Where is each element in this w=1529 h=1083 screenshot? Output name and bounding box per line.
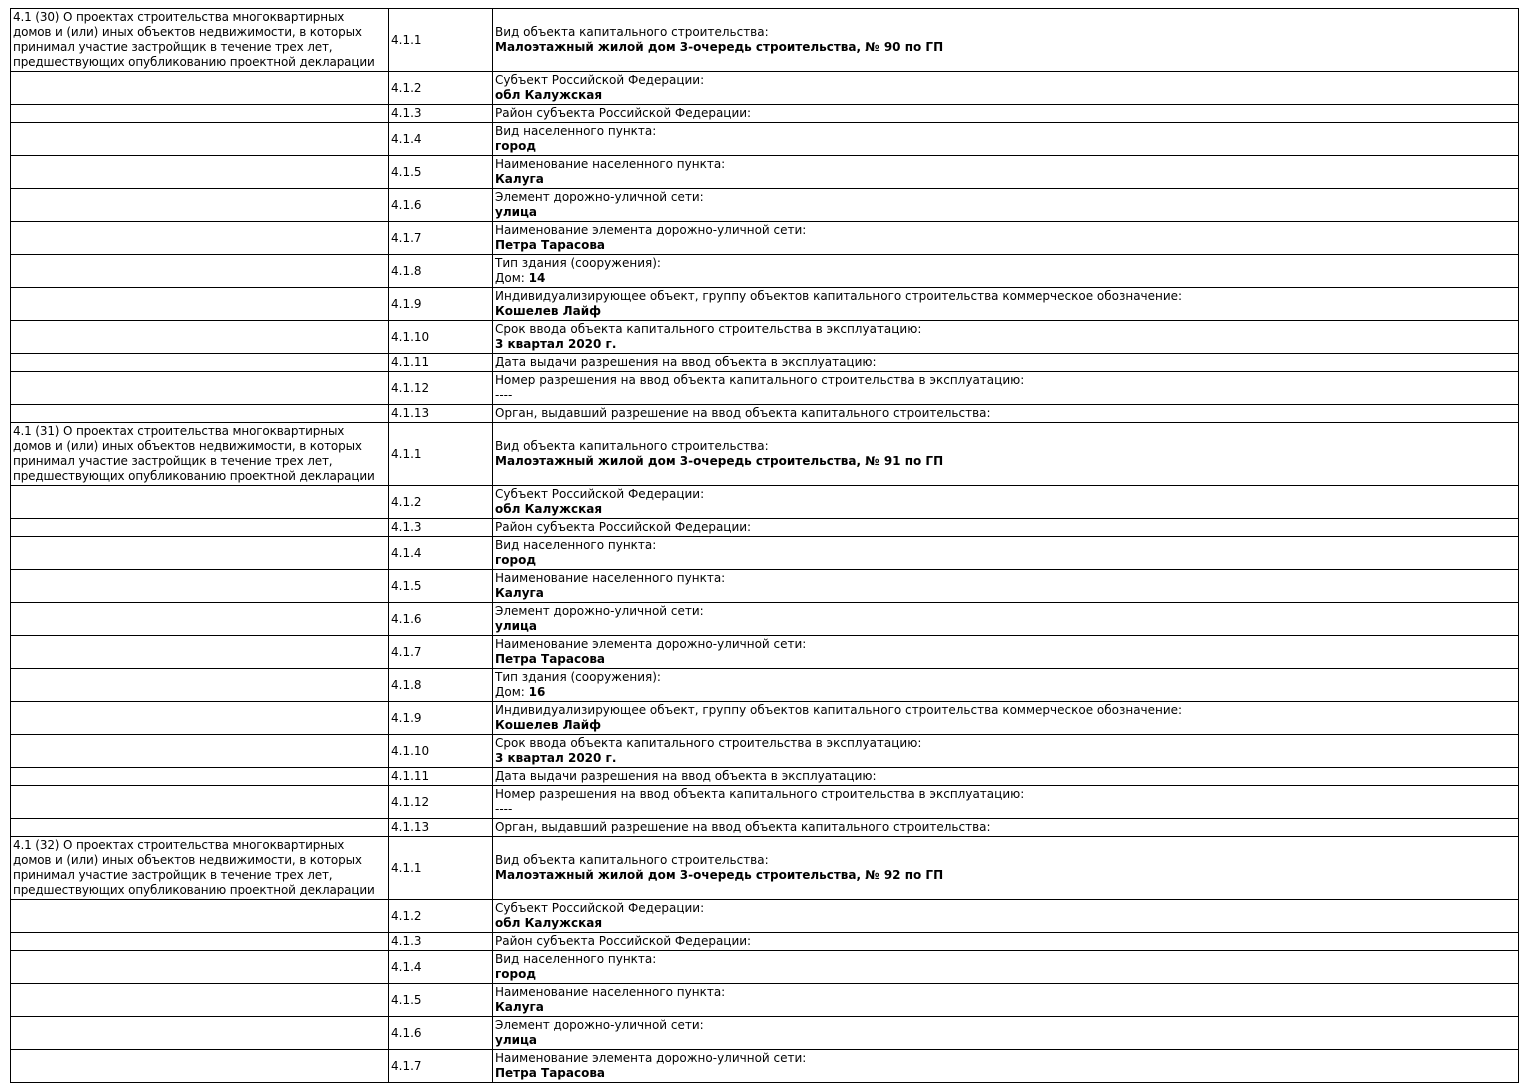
row-number-cell: [389, 1017, 493, 1050]
field-cell: [493, 768, 1519, 786]
row-number: 4.1.6: [391, 611, 422, 626]
row-number: 4.1.7: [391, 644, 422, 659]
declaration-table-body: [11, 9, 1519, 1083]
row-number-cell: [389, 636, 493, 669]
field-cell: [493, 1050, 1519, 1083]
row-number: 4.1.3: [391, 934, 422, 948]
field-cell: [493, 786, 1519, 819]
row-number-cell: [389, 9, 493, 72]
field-label: Элемент дорожно-уличной сети:: [495, 604, 704, 618]
table-row: [11, 1017, 1519, 1050]
table-row: [11, 984, 1519, 1017]
field-value: 16: [528, 685, 546, 699]
table-row: [11, 255, 1519, 288]
row-number: 4.1.1: [391, 32, 422, 47]
field-label: Индивидуализирующее объект, группу объектов капитального строительства коммерческое обозначение:: [495, 703, 1183, 717]
field-value: ----: [495, 802, 513, 816]
field-label: Наименование элемента дорожно-уличной сети:: [495, 1051, 807, 1065]
field-cell: [493, 603, 1519, 636]
section-empty-cell: [11, 786, 389, 819]
field-value-line: [495, 40, 1515, 55]
row-number: 4.1.10: [391, 743, 430, 758]
row-number-cell: [389, 222, 493, 255]
field-value-line: [495, 1066, 1515, 1081]
row-number: 4.1.8: [391, 263, 422, 278]
field-label: Наименование элемента дорожно-уличной сети:: [495, 637, 807, 651]
row-number: 4.1.2: [391, 80, 422, 95]
row-number: 4.1.11: [391, 769, 430, 783]
row-number-cell: [389, 405, 493, 423]
field-cell: [493, 105, 1519, 123]
field-label: Вид населенного пункта:: [495, 952, 657, 966]
field-label: Элемент дорожно-уличной сети:: [495, 190, 704, 204]
field-value: Петра Тарасова: [495, 238, 606, 252]
section-empty-cell: [11, 603, 389, 636]
row-number-cell: [389, 951, 493, 984]
row-number: 4.1.7: [391, 230, 422, 245]
field-value-prefix: Дом:: [495, 271, 529, 285]
field-label: Наименование элемента дорожно-уличной сети:: [495, 223, 807, 237]
field-value: город: [495, 553, 537, 567]
row-number: 4.1.5: [391, 992, 422, 1007]
field-value-line: [495, 868, 1515, 883]
field-label: Субъект Российской Федерации:: [495, 901, 705, 915]
section-empty-cell: [11, 222, 389, 255]
field-label: Наименование населенного пункта:: [495, 571, 726, 585]
field-cell: [493, 189, 1519, 222]
table-row: [11, 123, 1519, 156]
table-row: [11, 786, 1519, 819]
table-row: [11, 288, 1519, 321]
field-label: Срок ввода объекта капитального строительства в эксплуатацию:: [495, 322, 922, 336]
field-value: Петра Тарасова: [495, 1066, 606, 1080]
section-empty-cell: [11, 984, 389, 1017]
section-empty-cell: [11, 372, 389, 405]
table-row: [11, 702, 1519, 735]
field-cell: [493, 222, 1519, 255]
field-cell: [493, 288, 1519, 321]
field-label: Орган, выдавший разрешение на ввод объекта капитального строительства:: [495, 406, 991, 420]
row-number: 4.1.2: [391, 494, 422, 509]
section-empty-cell: [11, 189, 389, 222]
row-number: 4.1.1: [391, 446, 422, 461]
table-row: [11, 321, 1519, 354]
field-value-line: [495, 916, 1515, 931]
section-empty-cell: [11, 1050, 389, 1083]
row-number: 4.1.1: [391, 860, 422, 875]
row-number-cell: [389, 900, 493, 933]
field-value: обл Калужская: [495, 88, 603, 102]
field-value: город: [495, 967, 537, 981]
field-cell: [493, 9, 1519, 72]
section-empty-cell: [11, 1017, 389, 1050]
field-value: обл Калужская: [495, 502, 603, 516]
row-number-cell: [389, 189, 493, 222]
field-value: Калуга: [495, 586, 544, 600]
section-empty-cell: [11, 255, 389, 288]
field-value: 3 квартал 2020 г.: [495, 751, 617, 765]
row-number: 4.1.6: [391, 1025, 422, 1040]
field-value-line: [495, 967, 1515, 982]
row-number-cell: [389, 819, 493, 837]
row-number-cell: [389, 519, 493, 537]
table-row: [11, 570, 1519, 603]
field-cell: [493, 423, 1519, 486]
table-row: [11, 405, 1519, 423]
table-row: [11, 537, 1519, 570]
table-row: [11, 837, 1519, 900]
field-value: ----: [495, 388, 513, 402]
field-label: Район субъекта Российской Федерации:: [495, 934, 752, 948]
table-row: [11, 9, 1519, 72]
field-label: Вид объекта капитального строительства:: [495, 25, 769, 39]
section-empty-cell: [11, 933, 389, 951]
row-number-cell: [389, 105, 493, 123]
field-label: Субъект Российской Федерации:: [495, 73, 705, 87]
row-number: 4.1.3: [391, 520, 422, 534]
section-empty-cell: [11, 123, 389, 156]
field-cell: [493, 837, 1519, 900]
row-number-cell: [389, 786, 493, 819]
section-description: 4.1 (30) О проектах строительства многоквартирных домов и (или) иных объектов недвижимости, в которых принимал участие застройщик в течение трех лет, предшествующих опубликованию проектной декларации: [13, 10, 375, 69]
row-number: 4.1.3: [391, 106, 422, 120]
row-number-cell: [389, 423, 493, 486]
field-label: Индивидуализирующее объект, группу объектов капитального строительства коммерческое обозначение:: [495, 289, 1183, 303]
field-label: Наименование населенного пункта:: [495, 157, 726, 171]
field-cell: [493, 519, 1519, 537]
table-row: [11, 735, 1519, 768]
field-label: Вид объекта капитального строительства:: [495, 853, 769, 867]
field-cell: [493, 405, 1519, 423]
field-label: Дата выдачи разрешения на ввод объекта в эксплуатацию:: [495, 769, 877, 783]
section-empty-cell: [11, 570, 389, 603]
field-value: обл Калужская: [495, 916, 603, 930]
field-label: Район субъекта Российской Федерации:: [495, 106, 752, 120]
table-row: [11, 519, 1519, 537]
field-value-line: [495, 1000, 1515, 1015]
section-empty-cell: [11, 951, 389, 984]
field-value-line: [495, 1033, 1515, 1048]
row-number-cell: [389, 156, 493, 189]
field-value-line: [495, 586, 1515, 601]
row-number: 4.1.5: [391, 164, 422, 179]
row-number-cell: [389, 702, 493, 735]
section-empty-cell: [11, 405, 389, 423]
table-row: [11, 768, 1519, 786]
field-value: Калуга: [495, 172, 544, 186]
row-number: 4.1.13: [391, 406, 430, 420]
section-empty-cell: [11, 354, 389, 372]
field-label: Срок ввода объекта капитального строительства в эксплуатацию:: [495, 736, 922, 750]
row-number: 4.1.7: [391, 1058, 422, 1073]
table-row: [11, 933, 1519, 951]
section-empty-cell: [11, 702, 389, 735]
row-number-cell: [389, 537, 493, 570]
row-number: 4.1.13: [391, 820, 430, 834]
row-number-cell: [389, 288, 493, 321]
table-row: [11, 669, 1519, 702]
field-value-line: [495, 388, 1515, 403]
field-cell: [493, 951, 1519, 984]
table-row: [11, 951, 1519, 984]
field-label: Тип здания (сооружения):: [495, 256, 661, 270]
field-cell: [493, 255, 1519, 288]
field-cell: [493, 984, 1519, 1017]
field-value: Малоэтажный жилой дом 3-очередь строительства, № 91 по ГП: [495, 454, 944, 468]
row-number-cell: [389, 933, 493, 951]
field-value-line: [495, 205, 1515, 220]
section-empty-cell: [11, 900, 389, 933]
section-empty-cell: [11, 819, 389, 837]
field-cell: [493, 372, 1519, 405]
row-number-cell: [389, 123, 493, 156]
row-number-cell: [389, 372, 493, 405]
section-empty-cell: [11, 735, 389, 768]
row-number: 4.1.5: [391, 578, 422, 593]
table-row: [11, 636, 1519, 669]
field-label: Орган, выдавший разрешение на ввод объекта капитального строительства:: [495, 820, 991, 834]
row-number: 4.1.11: [391, 355, 430, 369]
section-empty-cell: [11, 636, 389, 669]
field-label: Тип здания (сооружения):: [495, 670, 661, 684]
field-value: улица: [495, 1033, 538, 1047]
section-description-cell: [11, 837, 389, 900]
field-value: улица: [495, 619, 538, 633]
field-value: Калуга: [495, 1000, 544, 1014]
table-row: [11, 372, 1519, 405]
table-row: [11, 222, 1519, 255]
field-cell: [493, 570, 1519, 603]
section-empty-cell: [11, 288, 389, 321]
field-value: 14: [528, 271, 546, 285]
field-value-line: [495, 238, 1515, 253]
field-label: Район субъекта Российской Федерации:: [495, 520, 752, 534]
section-empty-cell: [11, 72, 389, 105]
field-cell: [493, 72, 1519, 105]
field-value: улица: [495, 205, 538, 219]
row-number: 4.1.12: [391, 380, 430, 395]
field-cell: [493, 123, 1519, 156]
field-cell: [493, 354, 1519, 372]
table-row: [11, 72, 1519, 105]
table-row: [11, 603, 1519, 636]
section-description-cell: [11, 9, 389, 72]
row-number-cell: [389, 354, 493, 372]
field-cell: [493, 702, 1519, 735]
row-number-cell: [389, 72, 493, 105]
row-number-cell: [389, 768, 493, 786]
table-row: [11, 189, 1519, 222]
field-label: Наименование населенного пункта:: [495, 985, 726, 999]
section-empty-cell: [11, 156, 389, 189]
section-empty-cell: [11, 669, 389, 702]
field-label: Номер разрешения на ввод объекта капитального строительства в эксплуатацию:: [495, 373, 1025, 387]
section-empty-cell: [11, 519, 389, 537]
field-value: Кошелев Лайф: [495, 304, 602, 318]
field-cell: [493, 669, 1519, 702]
field-label: Элемент дорожно-уличной сети:: [495, 1018, 704, 1032]
field-cell: [493, 486, 1519, 519]
section-empty-cell: [11, 486, 389, 519]
row-number-cell: [389, 735, 493, 768]
field-value-line: [495, 553, 1515, 568]
field-value-line: [495, 619, 1515, 634]
section-empty-cell: [11, 537, 389, 570]
field-value-line: [495, 652, 1515, 667]
field-label: Номер разрешения на ввод объекта капитального строительства в эксплуатацию:: [495, 787, 1025, 801]
field-value: Малоэтажный жилой дом 3-очередь строительства, № 90 по ГП: [495, 40, 944, 54]
row-number: 4.1.4: [391, 545, 422, 560]
row-number-cell: [389, 669, 493, 702]
field-cell: [493, 1017, 1519, 1050]
row-number: 4.1.4: [391, 131, 422, 146]
field-cell: [493, 537, 1519, 570]
field-value-line: [495, 751, 1515, 766]
field-value-prefix: Дом:: [495, 685, 529, 699]
field-value: 3 квартал 2020 г.: [495, 337, 617, 351]
field-value-line: [495, 88, 1515, 103]
section-empty-cell: [11, 105, 389, 123]
field-value-line: [495, 802, 1515, 817]
table-row: [11, 1050, 1519, 1083]
field-value-line: [495, 139, 1515, 154]
row-number: 4.1.4: [391, 959, 422, 974]
row-number: 4.1.12: [391, 794, 430, 809]
field-label: Вид населенного пункта:: [495, 124, 657, 138]
row-number-cell: [389, 486, 493, 519]
section-description-cell: [11, 423, 389, 486]
field-value-line: [495, 718, 1515, 733]
project-declaration-table: [10, 8, 1519, 1083]
row-number-cell: [389, 984, 493, 1017]
section-empty-cell: [11, 768, 389, 786]
field-value-line: [495, 271, 1515, 286]
field-value: город: [495, 139, 537, 153]
section-description: 4.1 (31) О проектах строительства многоквартирных домов и (или) иных объектов недвижимости, в которых принимал участие застройщик в течение трех лет, предшествующих опубликованию проектной декларации: [13, 424, 375, 483]
field-label: Дата выдачи разрешения на ввод объекта в эксплуатацию:: [495, 355, 877, 369]
table-row: [11, 354, 1519, 372]
field-cell: [493, 156, 1519, 189]
section-description: 4.1 (32) О проектах строительства многоквартирных домов и (или) иных объектов недвижимости, в которых принимал участие застройщик в течение трех лет, предшествующих опубликованию проектной декларации: [13, 838, 375, 897]
field-value-line: [495, 454, 1515, 469]
field-label: Вид населенного пункта:: [495, 538, 657, 552]
field-label: Субъект Российской Федерации:: [495, 487, 705, 501]
field-label: Вид объекта капитального строительства:: [495, 439, 769, 453]
field-cell: [493, 819, 1519, 837]
field-value: Малоэтажный жилой дом 3-очередь строительства, № 92 по ГП: [495, 868, 944, 882]
table-row: [11, 105, 1519, 123]
row-number-cell: [389, 603, 493, 636]
row-number-cell: [389, 321, 493, 354]
row-number: 4.1.9: [391, 296, 422, 311]
field-value-line: [495, 337, 1515, 352]
table-row: [11, 423, 1519, 486]
field-cell: [493, 735, 1519, 768]
row-number-cell: [389, 255, 493, 288]
table-row: [11, 900, 1519, 933]
row-number-cell: [389, 837, 493, 900]
table-row: [11, 819, 1519, 837]
field-value-line: [495, 502, 1515, 517]
row-number: 4.1.6: [391, 197, 422, 212]
row-number-cell: [389, 1050, 493, 1083]
field-value: Кошелев Лайф: [495, 718, 602, 732]
field-value: Петра Тарасова: [495, 652, 606, 666]
row-number: 4.1.9: [391, 710, 422, 725]
row-number-cell: [389, 570, 493, 603]
field-cell: [493, 933, 1519, 951]
field-value-line: [495, 304, 1515, 319]
field-cell: [493, 636, 1519, 669]
field-cell: [493, 900, 1519, 933]
row-number: 4.1.2: [391, 908, 422, 923]
row-number: 4.1.10: [391, 329, 430, 344]
field-cell: [493, 321, 1519, 354]
field-value-line: [495, 685, 1515, 700]
field-value-line: [495, 172, 1515, 187]
table-row: [11, 486, 1519, 519]
row-number: 4.1.8: [391, 677, 422, 692]
section-empty-cell: [11, 321, 389, 354]
table-row: [11, 156, 1519, 189]
